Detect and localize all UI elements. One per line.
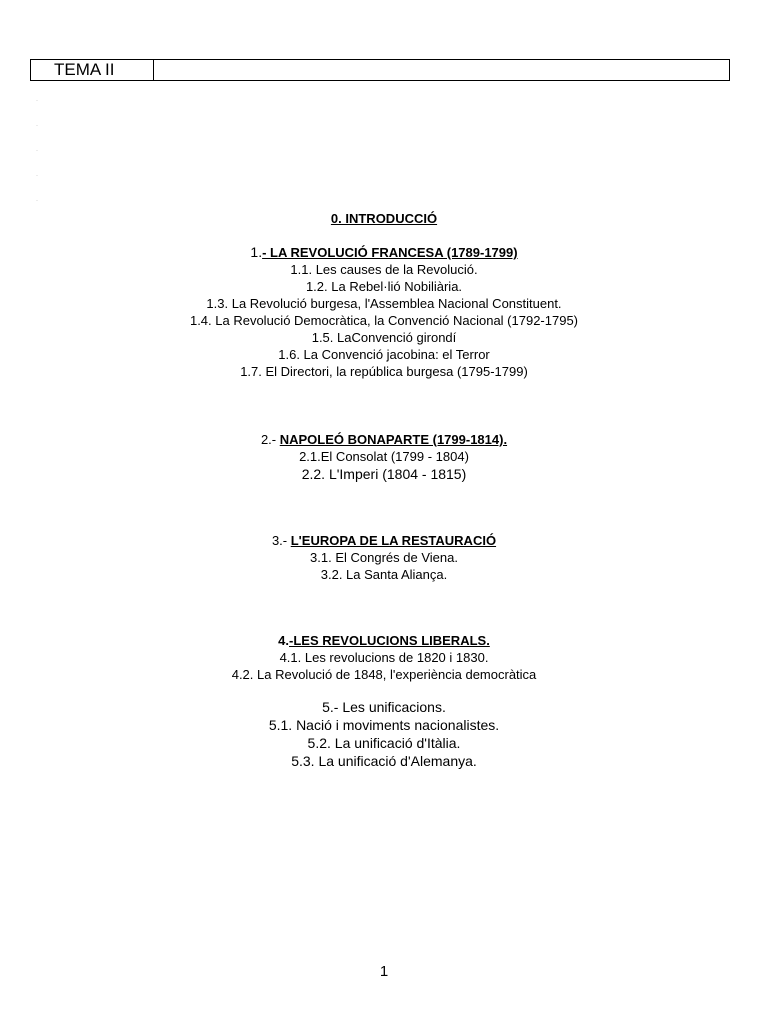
section-4 — [0, 632, 768, 683]
toc-item: 1.7. El Directori, la república burgesa (1795-1799) — [240, 364, 528, 379]
toc-item: 5.2. La unificació d'Itàlia. — [307, 735, 461, 751]
toc-item: 1.1. Les causes de la Revolució. — [290, 262, 478, 277]
toc-item: 5.3. La unificació d'Alemanya. — [291, 753, 477, 769]
margin-dot: · — [36, 198, 38, 204]
toc-item: 1.3. La Revolució burgesa, l'Assemblea Nacional Constituent. — [206, 296, 562, 311]
toc-item: 1.5. LaConvenció girondí — [311, 330, 457, 345]
margin-dot: · — [36, 123, 38, 129]
header-title: TEMA II — [31, 60, 154, 80]
margin-dot: · — [36, 173, 38, 179]
section-3 — [0, 532, 768, 583]
section-1 — [0, 244, 768, 380]
toc-item: 4.1. Les revolucions de 1820 i 1830. — [279, 650, 489, 665]
margin-dots — [36, 96, 38, 221]
intro-block — [0, 210, 768, 227]
header-empty-cell — [154, 60, 729, 80]
toc-item: 2.2. L'Imperi (1804 - 1815) — [301, 466, 467, 482]
section-heading: 1.- LA REVOLUCIÓ FRANCESA (1789-1799) — [250, 244, 518, 260]
section-5 — [0, 698, 768, 770]
section-heading: 4.-LES REVOLUCIONS LIBERALS. — [278, 633, 490, 648]
toc-item: 3.1. El Congrés de Viena. — [310, 550, 458, 565]
margin-dot: · — [36, 148, 38, 154]
page-number: 1 — [379, 963, 389, 980]
toc-item: 1.4. La Revolució Democràtica, la Convenció Nacional (1792-1795) — [189, 313, 579, 328]
section-heading: 2.- NAPOLEÓ BONAPARTE (1799-1814). — [260, 432, 508, 447]
section-heading: 5.- Les unificacions. — [322, 699, 446, 715]
toc-item: 2.1.El Consolat (1799 - 1804) — [299, 449, 469, 464]
section-2 — [0, 431, 768, 483]
section-heading: 3.- L'EUROPA DE LA RESTAURACIÓ — [271, 533, 497, 548]
margin-dot: · — [36, 98, 38, 104]
toc-item: 3.2. La Santa Aliança. — [320, 567, 448, 582]
toc-item: 1.2. La Rebel·lió Nobiliària. — [305, 279, 463, 294]
toc-item: 5.1. Nació i moviments nacionalistes. — [268, 717, 500, 733]
toc-item: 1.6. La Convenció jacobina: el Terror — [278, 347, 490, 362]
header-table — [30, 59, 730, 81]
intro-heading: 0. INTRODUCCIÓ — [330, 211, 438, 226]
toc-item: 4.2. La Revolució de 1848, l'experiència democràtica — [231, 667, 537, 682]
